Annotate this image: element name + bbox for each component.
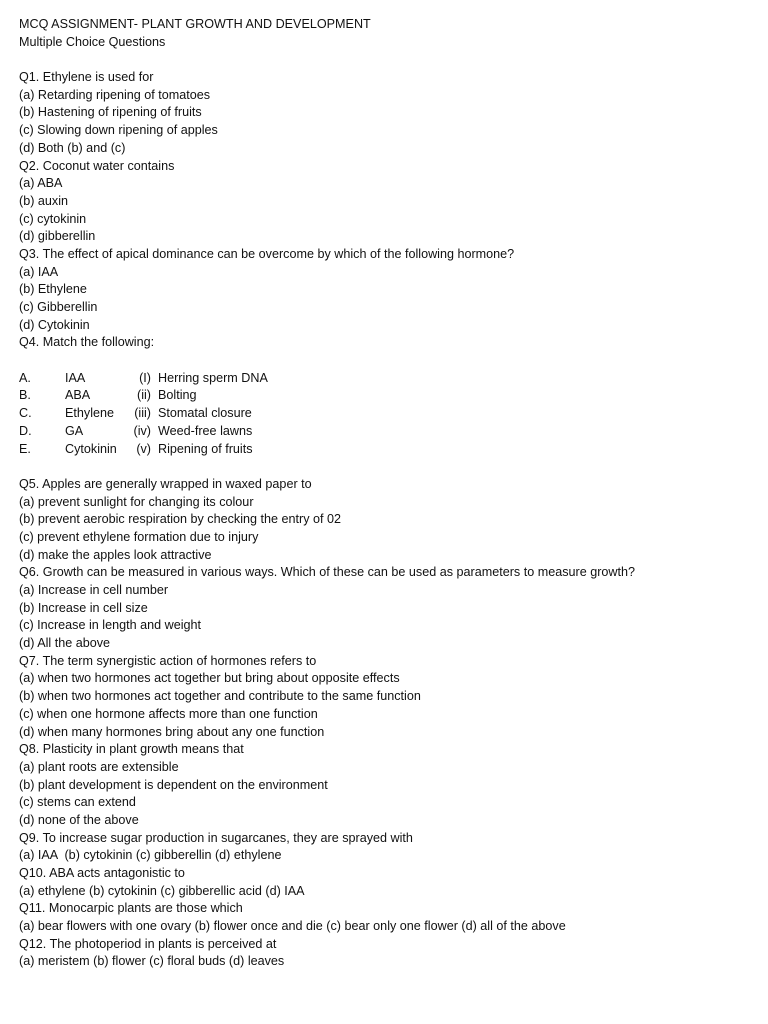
question-10: Q10. ABA acts antagonistic to xyxy=(19,866,185,880)
q5-option-a: (a) prevent sunlight for changing its colour xyxy=(19,494,254,509)
match-effect: Herring sperm DNA xyxy=(158,370,268,385)
match-number: (v) xyxy=(136,441,151,456)
question-5: Q5. Apples are generally wrapped in waxed paper to xyxy=(19,476,312,491)
q8-option-b: (b) plant development is dependent on the environment xyxy=(19,777,328,792)
match-number: (ii) xyxy=(137,388,151,403)
q3-option-a: (a) IAA xyxy=(19,264,59,279)
q2-option-c: (c) cytokinin xyxy=(19,211,87,226)
q1-option-c: (c) Slowing down ripening of apples xyxy=(19,123,218,138)
question-6: Q6. Growth can be measured in various ways. Which of these can be used as parameters to measure growth? xyxy=(19,565,635,580)
question-1: Q1. Ethylene is used for xyxy=(19,70,154,85)
q7-option-a: (a) when two hormones act together but bring about opposite effects xyxy=(19,671,400,686)
match-hormone: Ethylene xyxy=(65,406,115,421)
q8-option-c: (c) stems can extend xyxy=(19,795,136,810)
match-letter: A. xyxy=(19,370,31,385)
match-letter: E. xyxy=(19,441,31,456)
q3-option-c: (c) Gibberellin xyxy=(19,300,98,314)
q1-option-a: (a) Retarding ripening of tomatoes xyxy=(19,87,211,102)
match-hormone: GA xyxy=(65,423,84,438)
match-effect: Ripening of fruits xyxy=(158,441,253,456)
q8-option-d: (d) none of the above xyxy=(19,812,139,827)
match-effect: Stomatal closure xyxy=(158,406,252,421)
document-subtitle: Multiple Choice Questions xyxy=(19,34,166,49)
match-row xyxy=(19,387,759,405)
q5-option-c: (c) prevent ethylene formation due to injury xyxy=(19,529,259,544)
spacer xyxy=(19,458,759,476)
q5-option-d: (d) make the apples look attractive xyxy=(19,547,212,562)
question-9: Q9. To increase sugar production in sugarcanes, they are sprayed with xyxy=(19,830,413,845)
match-hormone: IAA xyxy=(65,370,86,385)
match-letter: D. xyxy=(19,423,32,438)
match-number: (I) xyxy=(139,370,151,385)
q7-option-d: (d) when many hormones bring about any one function xyxy=(19,724,325,739)
q7-option-b: (b) when two hormones act together and contribute to the same function xyxy=(19,689,421,704)
match-number: (iv) xyxy=(133,423,151,438)
question-2: Q2. Coconut water contains xyxy=(19,158,175,173)
q3-option-d: (d) Cytokinin xyxy=(19,317,90,332)
question-4: Q4. Match the following: xyxy=(19,335,155,350)
match-row xyxy=(19,405,759,423)
question-12: Q12. The photoperiod in plants is perceived at xyxy=(19,936,277,951)
match-number: (iii) xyxy=(134,406,151,421)
q5-option-b: (b) prevent aerobic respiration by checking the entry of 02 xyxy=(19,512,342,527)
q7-option-c: (c) when one hormone affects more than one function xyxy=(19,706,318,721)
question-3: Q3. The effect of apical dominance can be overcome by which of the following hormone? xyxy=(19,246,515,261)
match-effect: Bolting xyxy=(158,388,197,403)
match-row xyxy=(19,423,759,441)
match-hormone: ABA xyxy=(65,388,91,403)
q10-options: (a) ethylene (b) cytokinin (c) gibberellic acid (d) IAA xyxy=(19,883,305,898)
q6-option-a: (a) Increase in cell number xyxy=(19,583,169,597)
q9-options: (a) IAA (b) cytokinin (c) gibberellin (d) ethylene xyxy=(19,848,282,863)
q1-option-d: (d) Both (b) and (c) xyxy=(19,140,126,155)
question-11: Q11. Monocarpic plants are those which xyxy=(19,901,243,916)
document-title: MCQ ASSIGNMENT- PLANT GROWTH AND DEVELOPMENT xyxy=(19,17,371,31)
q6-option-c: (c) Increase in length and weight xyxy=(19,618,202,633)
spacer xyxy=(19,51,759,69)
spacer xyxy=(19,352,759,370)
q12-options: (a) meristem (b) flower (c) floral buds (d) leaves xyxy=(19,954,285,969)
match-letter: C. xyxy=(19,406,32,421)
match-row xyxy=(19,441,759,459)
q6-option-b: (b) Increase in cell size xyxy=(19,600,148,615)
q2-option-b: (b) auxin xyxy=(19,193,68,208)
q6-option-d: (d) All the above xyxy=(19,636,111,651)
match-effect: Weed-free lawns xyxy=(158,423,253,438)
match-row xyxy=(19,370,759,388)
match-letter: B. xyxy=(19,388,31,403)
q2-option-d: (d) gibberellin xyxy=(19,229,96,244)
q2-option-a: (a) ABA xyxy=(19,176,63,191)
q1-option-b: (b) Hastening of ripening of fruits xyxy=(19,105,202,120)
question-7: Q7. The term synergistic action of hormones refers to xyxy=(19,653,317,668)
match-hormone: Cytokinin xyxy=(65,441,117,456)
q3-option-b: (b) Ethylene xyxy=(19,282,87,297)
q8-option-a: (a) plant roots are extensible xyxy=(19,759,179,774)
question-8: Q8. Plasticity in plant growth means that xyxy=(19,742,244,757)
document-page xyxy=(19,16,759,971)
q11-options: (a) bear flowers with one ovary (b) flower once and die (c) bear only one flower (d) all of the above xyxy=(19,919,566,934)
